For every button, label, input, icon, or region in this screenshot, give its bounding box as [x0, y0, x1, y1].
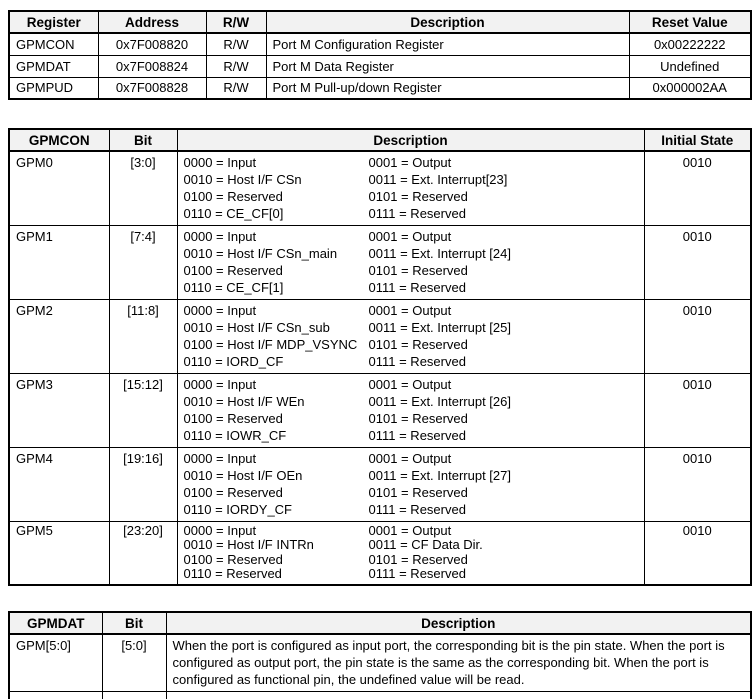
bit-option: 0000 = Input [183, 376, 257, 392]
field-initial-state: 0010 [644, 373, 751, 447]
description-column-header: Description [177, 129, 644, 151]
bit-option: 0100 = Host I/F MDP_VSYNC [183, 336, 358, 352]
initial-state-column-header: Initial State [644, 129, 751, 151]
register-rw: R/W [206, 77, 266, 99]
field-name: GPM2 [9, 299, 109, 373]
field-description [177, 521, 644, 585]
bit-option-line [184, 450, 638, 467]
register-reset-value: Undefined [629, 55, 751, 77]
register-address: 0x7F008828 [98, 77, 206, 99]
field-bit-range: [5:0] [102, 634, 166, 691]
bit-column-header: Bit [102, 612, 166, 634]
bit-option: 0110 = IORDY_CF [183, 501, 293, 517]
bit-option-line [184, 467, 638, 484]
gpmdat-column-header: GPMDAT [9, 612, 102, 634]
bit-option: 0111 = Reserved [368, 353, 466, 369]
bit-option-line [184, 205, 638, 222]
field-description: When the port is configured as input port, the corresponding bit is the pin state. When the port is configured as output port, the pin state is the same as the corresponding bit. When the port is configured as functional pin, the undefined value will be read. [166, 634, 751, 691]
table-row-gpmcon [9, 33, 751, 55]
register-rw: R/W [206, 55, 266, 77]
bit-option: 0111 = Reserved [368, 279, 466, 295]
bit-column-header: Bit [109, 129, 177, 151]
bit-option: 0101 = Reserved [368, 336, 468, 352]
empty-cell [166, 691, 751, 699]
bit-option: 0100 = Reserved [183, 262, 283, 278]
bit-option: 0011 = Ext. Interrupt [24] [368, 245, 511, 261]
bit-option: 0100 = Reserved [183, 189, 283, 204]
bit-option: 0100 = Reserved [183, 410, 283, 426]
bit-option-line [184, 501, 638, 518]
field-description [177, 151, 644, 225]
bit-option: 0001 = Output [368, 155, 452, 170]
field-description [177, 373, 644, 447]
register-address: 0x7F008824 [98, 55, 206, 77]
bit-option: 0101 = Reserved [368, 189, 468, 204]
bit-option: 0011 = Ext. Interrupt [25] [368, 319, 511, 335]
field-name: GPM1 [9, 225, 109, 299]
bit-option: 0101 = Reserved [368, 410, 468, 426]
bit-option-line [184, 567, 638, 582]
table-row-clipped [9, 691, 751, 699]
bit-option-line [184, 376, 638, 393]
register-name: GPMDAT [9, 55, 98, 77]
field-bit-range: [15:12] [109, 373, 177, 447]
bit-option: 0101 = Reserved [368, 484, 468, 500]
bit-option-line [184, 154, 638, 171]
bit-option: 0010 = Host I/F CSn [183, 172, 302, 187]
table-row-gpm3 [9, 373, 751, 447]
bit-option-line [184, 319, 638, 336]
bit-option: 0011 = Ext. Interrupt[23] [368, 172, 508, 187]
table-row-gpm5-0 [9, 634, 751, 691]
bit-option: 0010 = Host I/F CSn_main [183, 245, 338, 261]
bit-option: 0011 = Ext. Interrupt [26] [368, 393, 511, 409]
field-initial-state: 0010 [644, 521, 751, 585]
bit-option-line [184, 336, 638, 353]
table-row-gpm0 [9, 151, 751, 225]
empty-cell [102, 691, 166, 699]
bit-option: 0111 = Reserved [368, 206, 466, 221]
bit-option: 0110 = CE_CF[0] [183, 206, 284, 221]
description-column-header: Description [166, 612, 751, 634]
register-reset-value: 0x000002AA [629, 77, 751, 99]
field-initial-state: 0010 [644, 151, 751, 225]
bit-option: 0011 = CF Data Dir. [368, 537, 483, 552]
table-row-gpm1 [9, 225, 751, 299]
bit-option-line [184, 262, 638, 279]
bit-option-line [184, 279, 638, 296]
register-reset-value: 0x00222222 [629, 33, 751, 55]
bit-option: 0001 = Output [368, 228, 452, 244]
bit-option: 0010 = Host I/F OEn [183, 467, 303, 483]
field-description [177, 225, 644, 299]
field-initial-state: 0010 [644, 299, 751, 373]
bit-option-line [184, 484, 638, 501]
empty-cell [9, 691, 102, 699]
field-name: GPM3 [9, 373, 109, 447]
bit-option-line [184, 538, 638, 553]
bit-option: 0101 = Reserved [368, 262, 468, 278]
bit-option: 0011 = Ext. Interrupt [27] [368, 467, 511, 483]
register-name: GPMPUD [9, 77, 98, 99]
bit-option-line [184, 171, 638, 188]
field-name: GPM4 [9, 447, 109, 521]
bit-option: 0001 = Output [368, 522, 452, 538]
register-rw: R/W [206, 33, 266, 55]
table-row-gpm4 [9, 447, 751, 521]
field-description [177, 447, 644, 521]
table-row-gpm2 [9, 299, 751, 373]
field-bit-range: [23:20] [109, 521, 177, 585]
field-name: GPM[5:0] [9, 634, 102, 691]
field-bit-range: [7:4] [109, 225, 177, 299]
bit-option: 0001 = Output [368, 302, 452, 318]
bit-option-line [184, 410, 638, 427]
bit-option: 0000 = Input [183, 155, 257, 170]
bit-option: 0110 = IOWR_CF [183, 427, 287, 443]
register-description: Port M Configuration Register [266, 33, 629, 55]
gpmcon-header-row [9, 129, 751, 151]
bit-option: 0010 = Host I/F WEn [183, 393, 305, 409]
bit-option: 0111 = Reserved [368, 501, 466, 517]
register-name: GPMCON [9, 33, 98, 55]
field-bit-range: [3:0] [109, 151, 177, 225]
field-description [177, 299, 644, 373]
bit-option-line [184, 228, 638, 245]
gpmdat-header-row [9, 612, 751, 634]
table-row-gpm5 [9, 521, 751, 585]
table-row-gpmdat [9, 55, 751, 77]
bit-option: 0110 = IORD_CF [183, 353, 284, 369]
bit-option: 0100 = Reserved [183, 484, 283, 500]
field-bit-range: [11:8] [109, 299, 177, 373]
register-column-header: Register [9, 11, 98, 33]
bit-option: 0000 = Input [183, 522, 257, 538]
bit-option: 0010 = Host I/F CSn_sub [183, 319, 330, 335]
rw-column-header: R/W [206, 11, 266, 33]
register-summary-table [8, 10, 752, 100]
bit-option: 0010 = Host I/F INTRn [183, 537, 314, 552]
field-initial-state: 0010 [644, 447, 751, 521]
description-column-header: Description [266, 11, 629, 33]
bit-option-line [184, 353, 638, 370]
bit-option: 0001 = Output [368, 376, 452, 392]
bit-option-line [184, 524, 638, 539]
table-row-gpmpud [9, 77, 751, 99]
bit-option: 0110 = Reserved [183, 566, 282, 581]
bit-option: 0000 = Input [183, 302, 257, 318]
register-address: 0x7F008820 [98, 33, 206, 55]
bit-option-line [184, 188, 638, 205]
bit-option: 0000 = Input [183, 450, 257, 466]
gpmcon-bitfield-table [8, 128, 752, 586]
register-summary-header-row [9, 11, 751, 33]
register-description: Port M Pull-up/down Register [266, 77, 629, 99]
bit-option-line [184, 427, 638, 444]
register-description: Port M Data Register [266, 55, 629, 77]
address-column-header: Address [98, 11, 206, 33]
bit-option-line [184, 302, 638, 319]
gpmdat-bitfield-table [8, 611, 752, 699]
bit-option-line [184, 245, 638, 262]
reset-value-column-header: Reset Value [629, 11, 751, 33]
bit-option: 0000 = Input [183, 228, 257, 244]
field-name: GPM5 [9, 521, 109, 585]
field-bit-range: [19:16] [109, 447, 177, 521]
gpmcon-column-header: GPMCON [9, 129, 109, 151]
bit-option: 0110 = CE_CF[1] [183, 279, 284, 295]
bit-option: 0101 = Reserved [368, 551, 468, 567]
bit-option: 0111 = Reserved [368, 566, 466, 581]
bit-option: 0100 = Reserved [183, 551, 283, 567]
field-initial-state: 0010 [644, 225, 751, 299]
bit-option: 0001 = Output [368, 450, 452, 466]
field-name: GPM0 [9, 151, 109, 225]
bit-option: 0111 = Reserved [368, 427, 466, 443]
bit-option-line [184, 393, 638, 410]
bit-option-line [184, 553, 638, 568]
